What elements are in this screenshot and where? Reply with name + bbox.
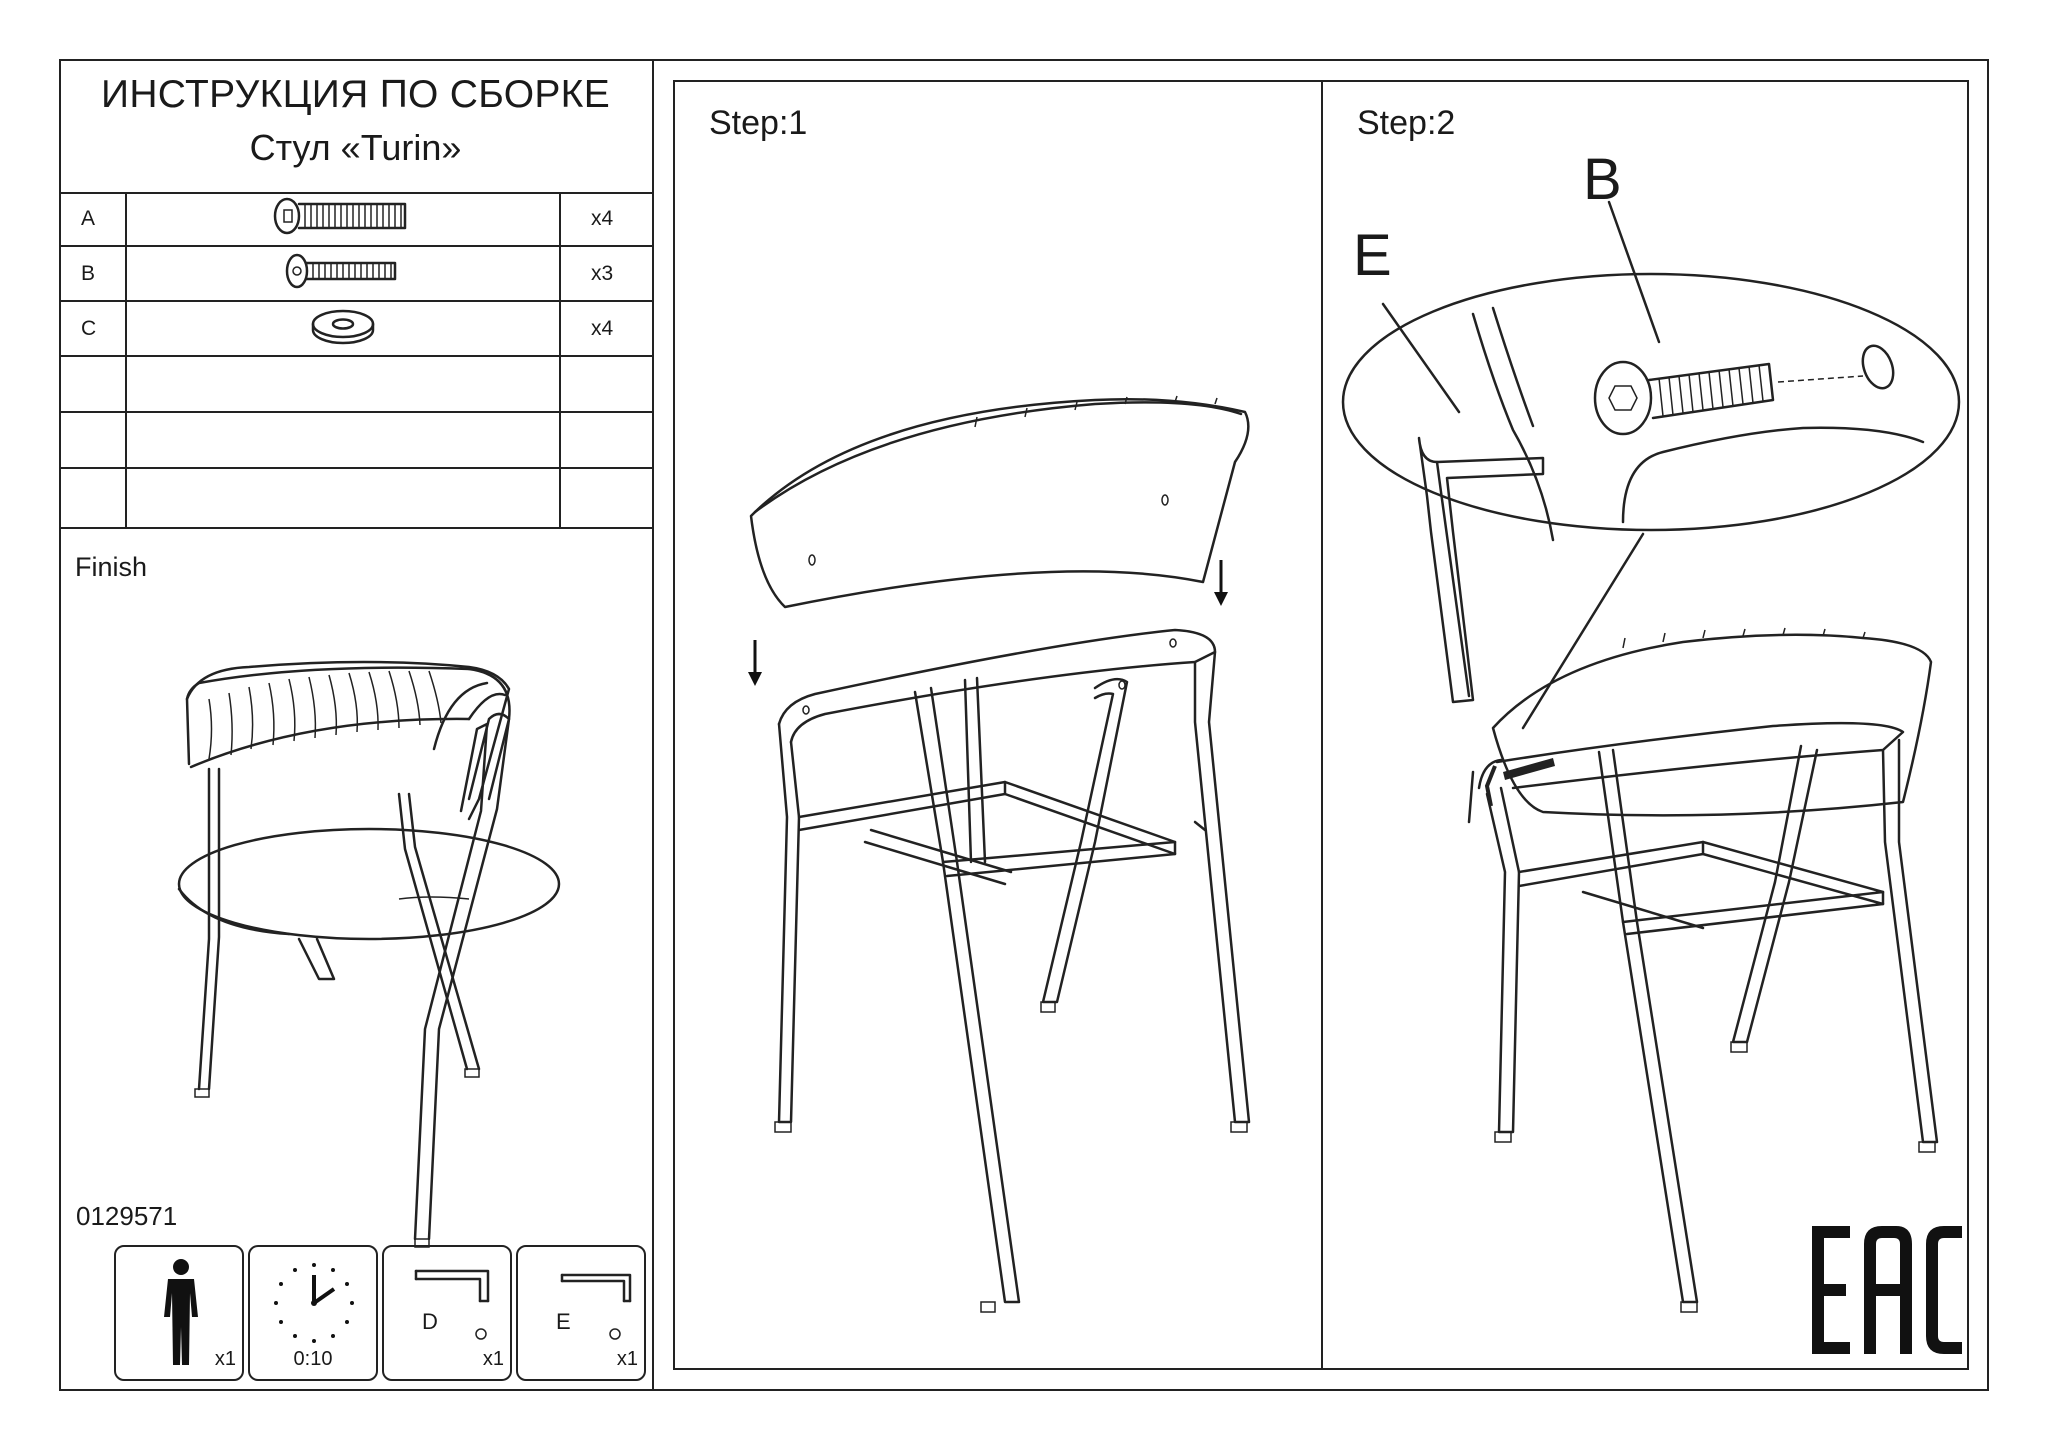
callout-b: B: [1583, 147, 1622, 212]
eac-mark-icon: [1812, 1226, 1962, 1354]
tool-d-caption: x1: [482, 1348, 504, 1370]
persons-caption: x1: [214, 1348, 236, 1370]
step-2-illustration: [1323, 82, 1967, 1368]
tool-e-box: [516, 1245, 646, 1381]
tool-letter: E: [556, 1309, 571, 1334]
article-code: 0129571: [76, 1201, 178, 1231]
step-label: Step:1: [709, 104, 808, 142]
left-column: [59, 59, 654, 1391]
part-id: A: [59, 192, 126, 246]
product-name: Стул «Turin»: [249, 127, 462, 168]
hex-opening-icon: [608, 1327, 622, 1341]
clock-icon: [272, 1261, 356, 1345]
tool-e-caption: x1: [616, 1348, 638, 1370]
part-id: C: [59, 301, 126, 356]
part-qty: x3: [560, 246, 652, 301]
allen-key-icon: [560, 1271, 636, 1305]
info-boxes: [114, 1245, 654, 1389]
hex-opening-icon: [474, 1327, 488, 1341]
finish-label: Finish: [75, 552, 148, 582]
step-1-panel: [673, 80, 1323, 1370]
part-id: B: [59, 246, 126, 301]
parts-table: [59, 192, 652, 529]
title-block: [59, 59, 652, 194]
callout-e: E: [1353, 223, 1392, 288]
time-box: [248, 1245, 378, 1381]
table-row: [59, 246, 652, 301]
allen-key-icon: [414, 1265, 494, 1305]
part-qty: x4: [560, 301, 652, 356]
table-row: [59, 468, 652, 528]
step-2-panel: [1321, 80, 1969, 1370]
step-label: Step:2: [1357, 104, 1456, 142]
persons-box: [114, 1245, 244, 1381]
table-row: [59, 192, 652, 246]
person-icon: [156, 1257, 206, 1367]
table-row: [59, 412, 652, 468]
washer-icon: [126, 301, 560, 356]
document-title: ИНСТРУКЦИЯ ПО СБОРКЕ: [100, 73, 611, 116]
bolt-long-icon: [126, 192, 560, 246]
part-qty: x4: [560, 192, 652, 246]
bolt-short-icon: [126, 246, 560, 301]
table-row: [59, 301, 652, 356]
finished-chair-illustration: [169, 599, 639, 1259]
step-1-illustration: [675, 82, 1321, 1368]
tool-letter: D: [422, 1309, 438, 1334]
tool-d-box: [382, 1245, 512, 1381]
table-row: [59, 356, 652, 412]
time-caption: 0:10: [293, 1348, 333, 1370]
